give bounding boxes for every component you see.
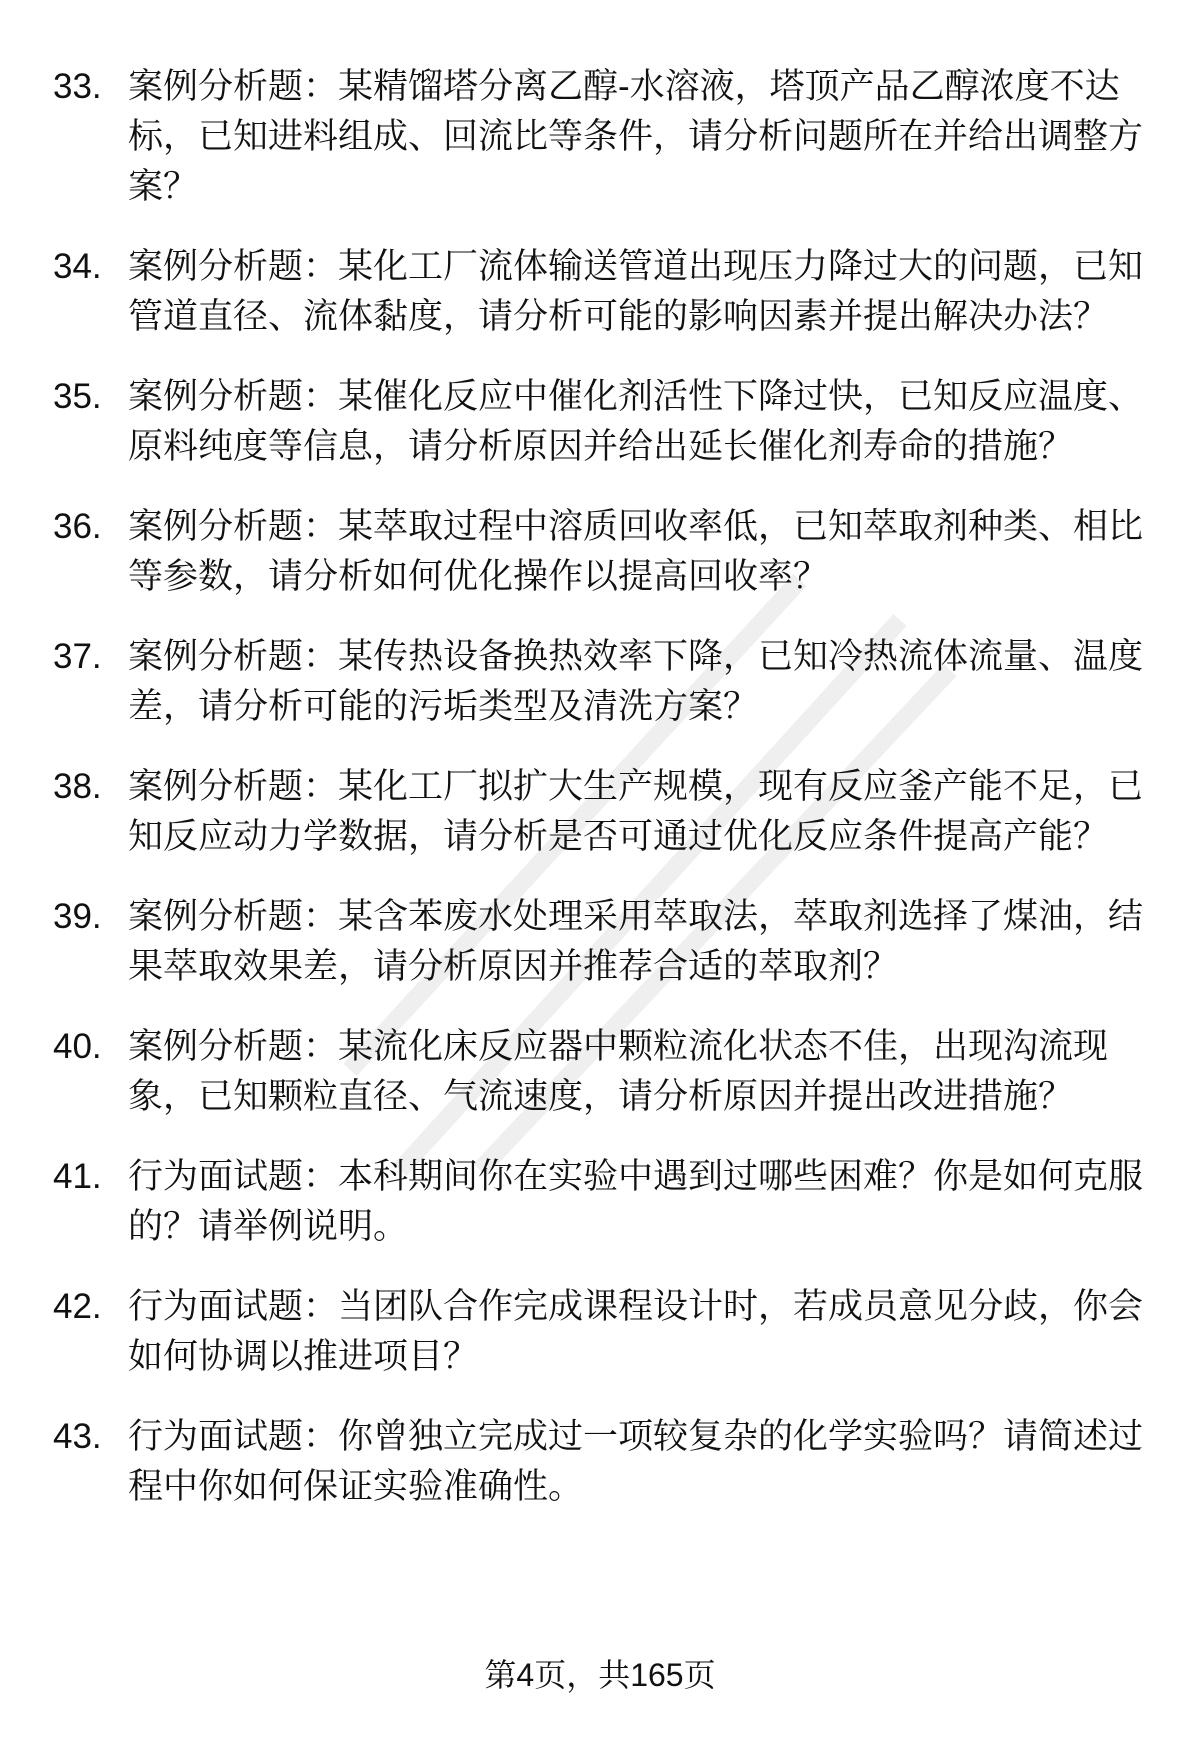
question-text: 行为面试题：当团队合作完成课程设计时，若成员意见分歧，你会如何协调以推进项目？: [128, 1287, 1144, 1376]
question-number: 42.: [53, 1287, 102, 1326]
page-number: 第4页，共165页: [484, 1657, 716, 1693]
question-text: 案例分析题：某萃取过程中溶质回收率低，已知萃取剂种类、相比等参数，请分析如何优化操作以提高回收率？: [128, 507, 1144, 596]
question-number: 40.: [53, 1027, 102, 1066]
question-item: [0, 892, 1200, 992]
question-item: [0, 502, 1200, 602]
question-number: 36.: [53, 507, 102, 546]
question-text: 行为面试题：你曾独立完成过一项较复杂的化学实验吗？请简述过程中你如何保证实验准确性。: [128, 1417, 1144, 1506]
question-text: 行为面试题：本科期间你在实验中遇到过哪些困难？你是如何克服的？请举例说明。: [128, 1157, 1144, 1246]
question-number: 37.: [53, 637, 102, 676]
question-number: 35.: [53, 377, 102, 416]
question-item: [0, 62, 1200, 212]
question-text: 案例分析题：某精馏塔分离乙醇-水溶液，塔顶产品乙醇浓度不达标，已知进料组成、回流比等条件，请分析问题所在并给出调整方案？: [128, 67, 1144, 206]
question-number: 38.: [53, 767, 102, 806]
question-item: [0, 762, 1200, 862]
question-item: [0, 632, 1200, 732]
question-item: [0, 1152, 1200, 1252]
question-text: 案例分析题：某传热设备换热效率下降，已知冷热流体流量、温度差，请分析可能的污垢类型及清洗方案？: [128, 637, 1144, 726]
question-number: 33.: [53, 67, 102, 106]
question-number: 34.: [53, 247, 102, 286]
question-text: 案例分析题：某化工厂拟扩大生产规模，现有反应釜产能不足，已知反应动力学数据，请分析是否可通过优化反应条件提高产能？: [128, 767, 1144, 856]
question-number: 41.: [53, 1157, 102, 1196]
question-text: 案例分析题：某化工厂流体输送管道出现压力降过大的问题，已知管道直径、流体黏度，请分析可能的影响因素并提出解决办法？: [128, 247, 1144, 336]
question-item: [0, 372, 1200, 472]
question-item: [0, 1022, 1200, 1122]
question-number: 43.: [53, 1417, 102, 1456]
question-item: [0, 1412, 1200, 1512]
question-text: 案例分析题：某流化床反应器中颗粒流化状态不佳，出现沟流现象，已知颗粒直径、气流速度，请分析原因并提出改进措施？: [128, 1027, 1109, 1116]
question-text: 案例分析题：某含苯废水处理采用萃取法，萃取剂选择了煤油，结果萃取效果差，请分析原因并推荐合适的萃取剂？: [128, 897, 1144, 986]
question-item: [0, 1282, 1200, 1382]
question-item: [0, 242, 1200, 342]
question-number: 39.: [53, 897, 102, 936]
question-text: 案例分析题：某催化反应中催化剂活性下降过快，已知反应温度、原料纯度等信息，请分析原因并给出延长催化剂寿命的措施？: [128, 377, 1144, 466]
question-list: [0, 62, 1200, 1542]
